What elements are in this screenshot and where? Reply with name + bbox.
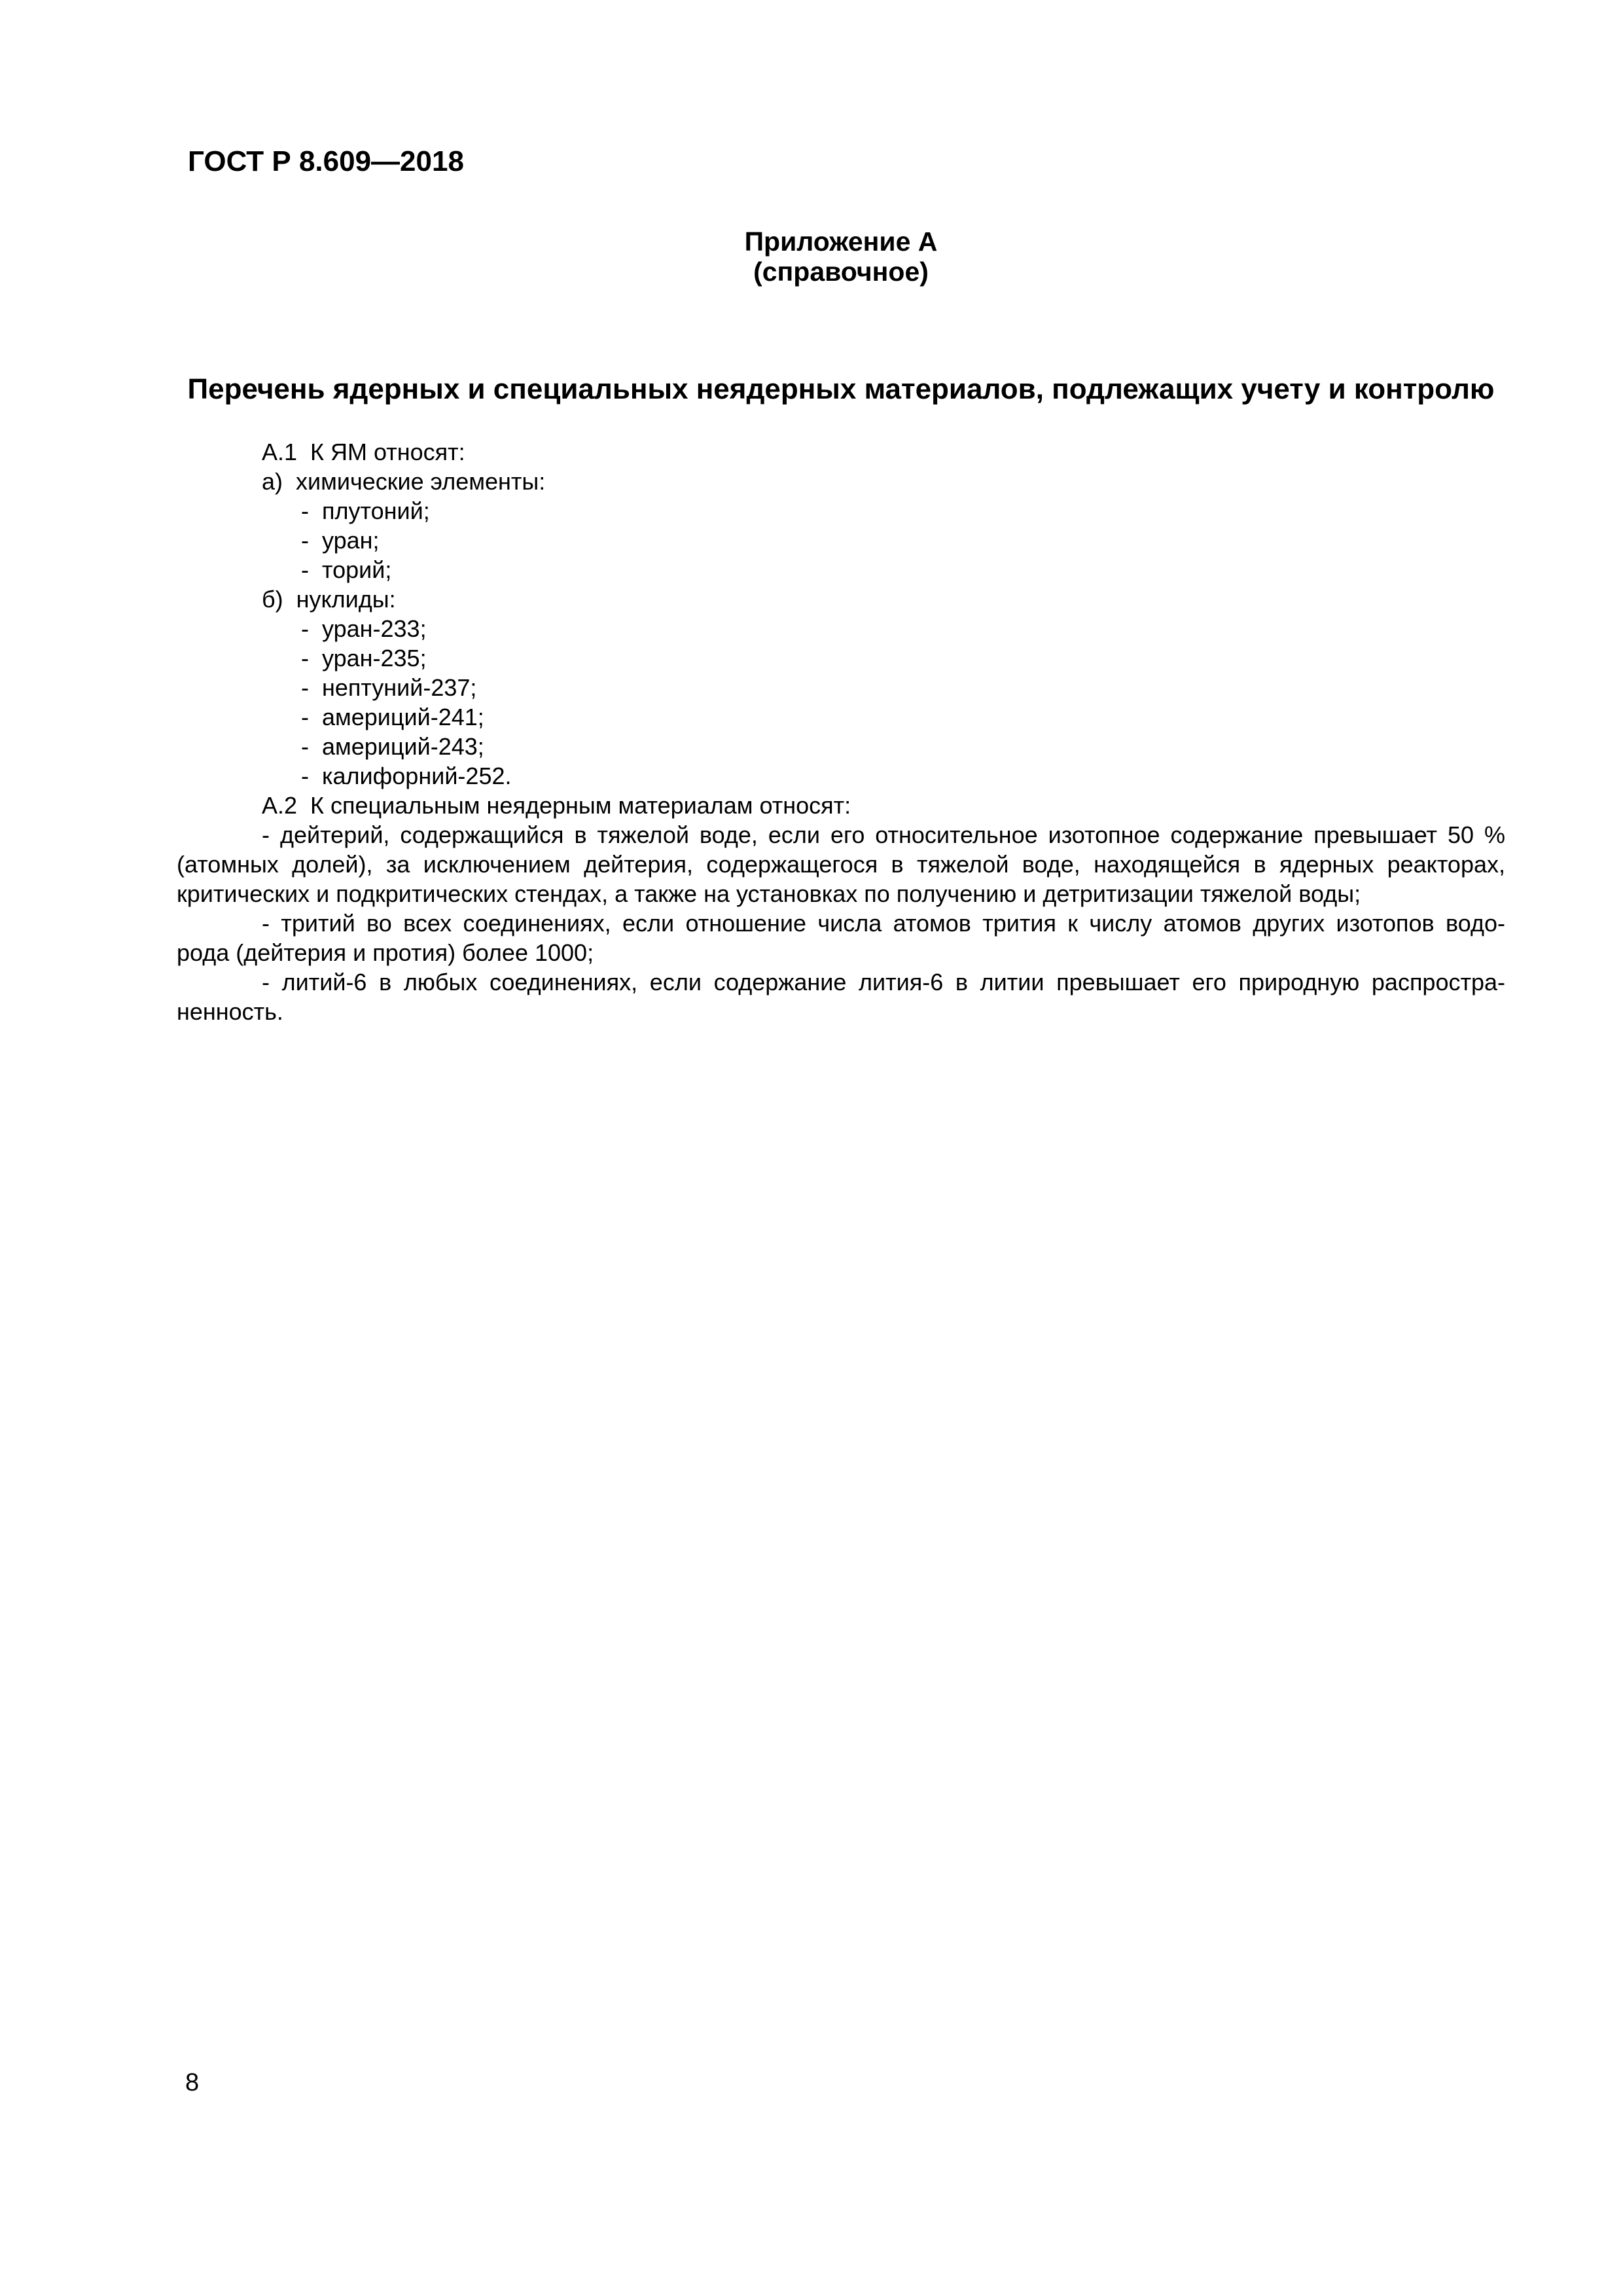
paragraph-line: ненность. bbox=[177, 998, 283, 1025]
text-line: А.2 К специальным неядерным материалам относят: bbox=[262, 792, 851, 819]
list-item: - америций-241; bbox=[301, 704, 484, 730]
appendix-sublabel: (справочное) bbox=[753, 257, 929, 287]
paragraph-line: критических и подкритических стендах, а также на установках по получению и детритизации тяжелой воды; bbox=[177, 880, 1361, 907]
document-code-header: ГОСТ Р 8.609—2018 bbox=[188, 145, 464, 177]
appendix-label: Приложение А bbox=[744, 226, 938, 257]
list-item: - нептуний-237; bbox=[301, 674, 477, 701]
list-item: - уран-235; bbox=[301, 645, 427, 672]
list-item: - америций-243; bbox=[301, 733, 484, 760]
page-number: 8 bbox=[185, 2069, 200, 2096]
paragraph-line: - литий-6 в любых соединениях, если содержание лития-6 в литии превышает его природную распростра- bbox=[262, 969, 1505, 996]
paragraph-line: - тритий во всех соединениях, если отношение числа атомов трития к числу атомов других изотопов водо- bbox=[262, 910, 1505, 937]
list-item: - плутоний; bbox=[301, 497, 430, 524]
section-title: Перечень ядерных и специальных неядерных материалов, подлежащих учету и контролю bbox=[187, 373, 1495, 405]
list-item: - калифорний-252. bbox=[301, 762, 512, 789]
list-item: - уран-233; bbox=[301, 615, 427, 642]
body-text bbox=[177, 437, 1505, 1026]
list-item: - торий; bbox=[301, 556, 392, 583]
text-line: б) нуклиды: bbox=[262, 586, 396, 613]
appendix-block bbox=[177, 226, 1505, 287]
text-line: А.1 К ЯМ относят: bbox=[262, 439, 465, 465]
text-line: а) химические элементы: bbox=[262, 468, 546, 495]
paragraph-line: (атомных долей), за исключением дейтерия, содержащегося в тяжелой воде, находящейся в ядерных реакторах, bbox=[177, 851, 1505, 878]
list-item: - уран; bbox=[301, 527, 380, 554]
paragraph-line: рода (дейтерия и протия) более 1000; bbox=[177, 939, 594, 966]
paragraph-line: - дейтерий, содержащийся в тяжелой воде, если его относительное изотопное содержание превышает 50 % bbox=[262, 821, 1505, 848]
